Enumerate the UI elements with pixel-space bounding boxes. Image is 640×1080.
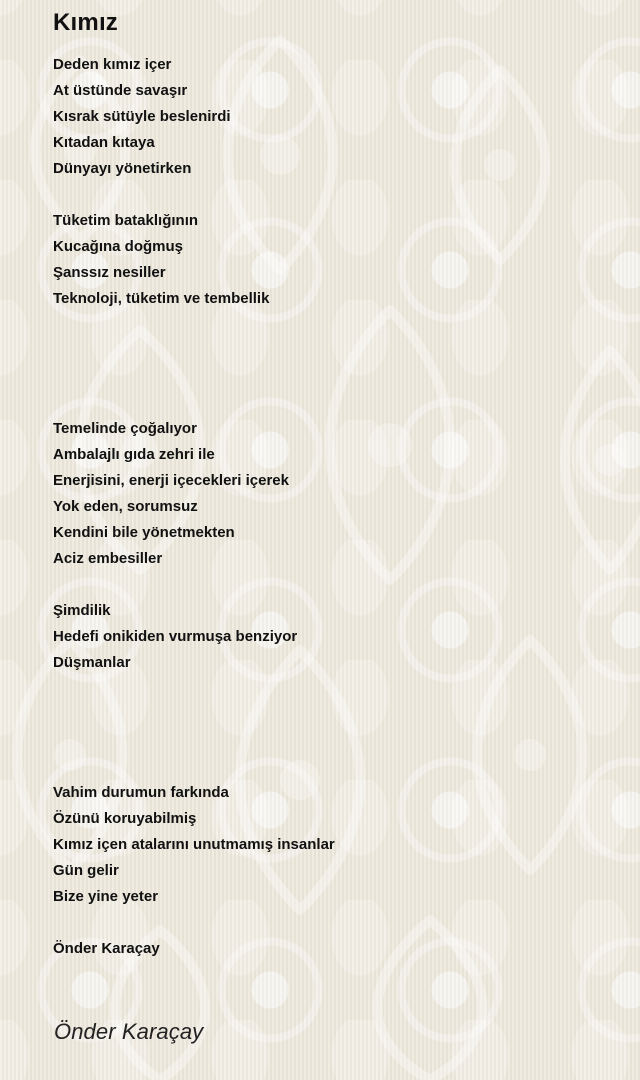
poem-line: Enerjisini, enerji içecekleri içerek xyxy=(53,472,289,489)
poem-line xyxy=(53,338,613,364)
poem-title: Kımız xyxy=(53,9,119,36)
poem-line: Temelinde çoğalıyor xyxy=(53,420,197,437)
poem-line xyxy=(53,910,613,936)
poem-line: Deden kımız içer xyxy=(53,56,172,73)
poem-line xyxy=(53,728,613,754)
poem-line xyxy=(53,312,613,338)
author-signature: Önder Karaçay xyxy=(54,1019,204,1044)
poem-line xyxy=(53,676,613,702)
poem-line: Kıtadan kıtaya xyxy=(53,134,155,151)
poem-line xyxy=(53,572,613,598)
poem-line xyxy=(53,390,613,416)
poem-content xyxy=(53,8,613,962)
poem-line: Vahim durumun farkında xyxy=(53,784,229,801)
poem-line: Kımız içen atalarını unutmamış insanlar xyxy=(53,836,335,853)
poem-line: Kendini bile yönetmekten xyxy=(53,524,235,541)
poem-line: Şimdilik xyxy=(53,602,111,619)
poem-line xyxy=(53,364,613,390)
poem-line: Ambalajlı gıda zehri ile xyxy=(53,446,215,463)
poem-line xyxy=(53,754,613,780)
poem-line: Dünyayı yönetirken xyxy=(53,160,192,177)
poem-line: Özünü koruyabilmiş xyxy=(53,810,197,827)
poem-line: Yok eden, sorumsuz xyxy=(53,498,198,515)
poem-line: Düşmanlar xyxy=(53,654,131,671)
poem-line: Önder Karaçay xyxy=(53,940,160,957)
poem-line xyxy=(53,702,613,728)
poem-lines xyxy=(53,52,613,962)
poem-line: Kucağına doğmuş xyxy=(53,238,184,255)
poem-line: Kısrak sütüyle beslenirdi xyxy=(53,108,231,125)
poem-line: Teknoloji, tüketim ve tembellik xyxy=(53,290,270,307)
poem-line: Hedefi onikiden vurmuşa benziyor xyxy=(53,628,298,645)
poem-line: At üstünde savaşır xyxy=(53,82,188,99)
poem-line: Şanssız nesiller xyxy=(53,264,166,281)
poem-line: Tüketim bataklığının xyxy=(53,212,199,229)
poem-line: Gün gelir xyxy=(53,862,119,879)
poem-line xyxy=(53,182,613,208)
poem-line: Bize yine yeter xyxy=(53,888,159,905)
poem-line: Aciz embesiller xyxy=(53,550,163,567)
